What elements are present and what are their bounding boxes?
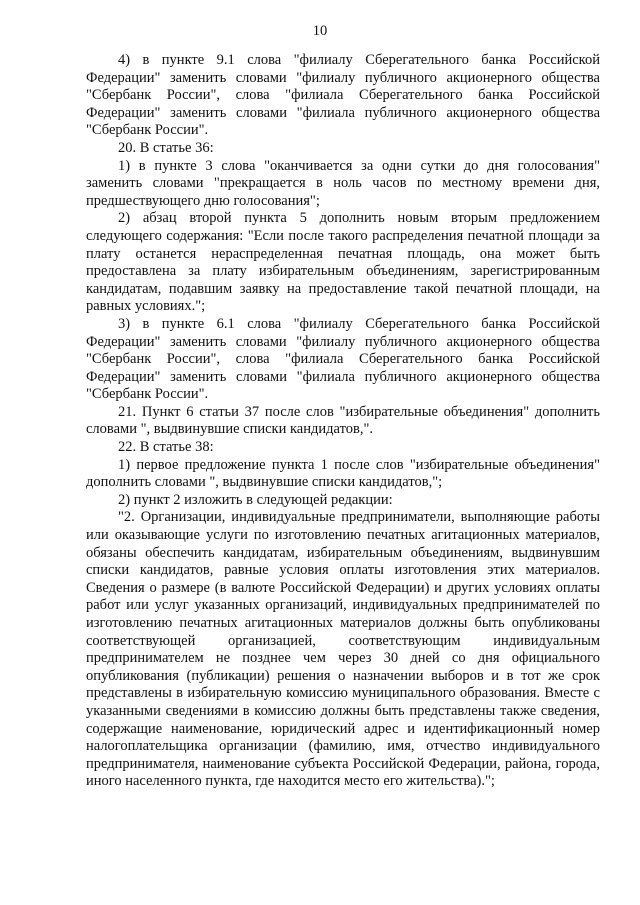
- paragraph-item-2-article-38: 2) пункт 2 изложить в следующей редакции:: [118, 491, 393, 508]
- paragraph-quoted-point-2: "2. Организации, индивидуальные предприниматели, выполняющие работы или оказывающие услуги по изготовлению печатных агитационных материалов, обязаны обеспечить кандидатам, избирательным объединениям, выдвинувшим списки кандидатов, равные условия оплаты изготовления этих материалов. Сведения о размере (в валюте Российской Федерации) и других условиях оплаты работ или услуг указанных организаций, индивидуальных предпринимателей по изготовлению печатных агитационных материалов должны быть опубликованы соответствующей организацией, соответствующим индивидуальным предпринимателем не позднее чем через 30 дней со дня официального опубликования (публикации) решения о назначении выборов и в тот же срок представлены в избирательную комиссию муниципального образования. Вместе с указанными сведениями в комиссию должны быть представлены также сведения, содержащие наименование, юридический адрес и идентификационный номер налогоплательщика организации (фамилию, имя, отчество индивидуального предпринимателя, наименование субъекта Российской Федерации, района, города, иного населенного пункта, где находится место его жительства).";: [86, 509, 600, 790]
- paragraph-item-2: 2) абзац второй пункта 5 дополнить новым вторым предложением следующего содержания: "Если после такого распределения печатной площади за плату останется нераспределенная печатная площадь, она может быть предоставлена за плату избирательным объединениям, зарегистрированным кандидатам, подавшим заявку на предоставление такой печатной площади, на равных условиях.";: [86, 210, 600, 315]
- page-number: 10: [312, 23, 328, 39]
- paragraph-article-37: 21. Пункт 6 статьи 37 после слов "избирательные объединения" дополнить словами ", выдвинувшие списки кандидатов,".: [86, 403, 600, 438]
- paragraph-item-4: 4) в пункте 9.1 слова "филиалу Сберегательного банка Российской Федерации" заменить словами "филиалу публичного акционерного общества "Сбербанк России", слова "филиала Сберегательного банка Российской Федерации" заменить словами "филиала публичного акционерного общества "Сбербанк России".: [86, 52, 600, 139]
- document-body: [86, 52, 600, 791]
- paragraph-article-36-heading: 20. В статье 36:: [118, 139, 214, 156]
- paragraph-item-1: 1) в пункте 3 слова "оканчивается за одни сутки до дня голосования" заменить словами "прекращается в ноль часов по местному времени дня, предшествующего дню голосования";: [86, 157, 600, 209]
- paragraph-item-3: 3) в пункте 6.1 слова "филиалу Сберегательного банка Российской Федерации" заменить словами "филиалу публичного акционерного общества "Сбербанк России", слова "филиала Сберегательного банка Российской Федерации" заменить словами "филиала публичного акционерного общества "Сбербанк России".: [86, 315, 600, 403]
- paragraph-article-38-heading: 22. В статье 38:: [118, 439, 214, 456]
- paragraph-item-1-article-38: 1) первое предложение пункта 1 после слов "избирательные объединения" дополнить словами ", выдвинувшие списки кандидатов,";: [86, 456, 600, 491]
